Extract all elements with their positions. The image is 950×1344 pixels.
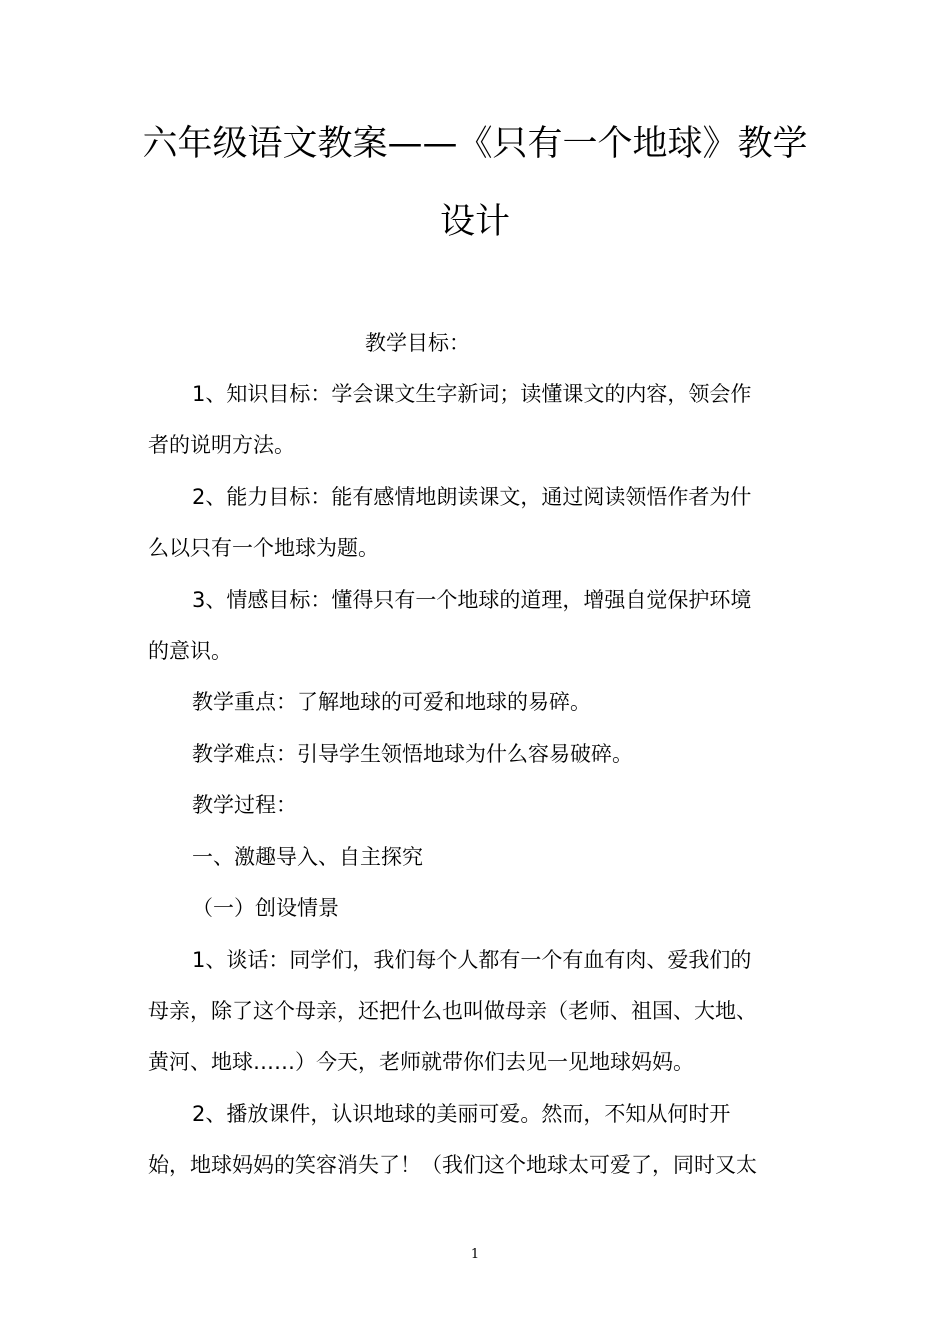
page-number: 1 xyxy=(470,1247,480,1262)
objective-3-line-1: 3、情感目标：懂得只有一个地球的道理，增强自觉保护环境 xyxy=(192,588,752,612)
difficulty: 教学难点：引导学生领悟地球为什么容易破碎。 xyxy=(192,742,633,766)
objective-1-line-2: 者的说明方法。 xyxy=(148,433,295,457)
step-2-line-2: 始，地球妈妈的笑容消失了！（我们这个地球太可爱了，同时又太 xyxy=(148,1153,757,1177)
document-title-line-2: 设计 xyxy=(439,202,510,242)
step-2-line-1: 2、播放课件，认识地球的美丽可爱。然而，不知从何时开 xyxy=(192,1102,731,1126)
step-1-line-2: 母亲，除了这个母亲，还把什么也叫做母亲（老师、祖国、大地、 xyxy=(148,999,757,1023)
key-point: 教学重点：了解地球的可爱和地球的易碎。 xyxy=(192,690,591,714)
step-1-line-3: 黄河、地球……）今天，老师就带你们去见一见地球妈妈。 xyxy=(148,1050,694,1074)
step-1-line-1: 1、谈话：同学们，我们每个人都有一个有血有肉、爱我们的 xyxy=(192,948,752,972)
process-heading: 教学过程： xyxy=(192,793,297,817)
objective-1-line-1: 1、知识目标：学会课文生字新词；读懂课文的内容，领会作 xyxy=(192,382,752,406)
subsection-1-heading: （一）创设情景 xyxy=(192,896,339,920)
objective-2-line-1: 2、能力目标：能有感情地朗读课文，通过阅读领悟作者为什 xyxy=(192,485,752,509)
document-title-line-1: 六年级语文教案——《只有一个地球》教学 xyxy=(142,124,808,164)
objectives-heading: 教学目标： xyxy=(365,331,470,355)
objective-2-line-2: 么以只有一个地球为题。 xyxy=(148,536,379,560)
objective-3-line-2: 的意识。 xyxy=(148,639,232,663)
section-1-heading: 一、激趣导入、自主探究 xyxy=(192,845,423,869)
